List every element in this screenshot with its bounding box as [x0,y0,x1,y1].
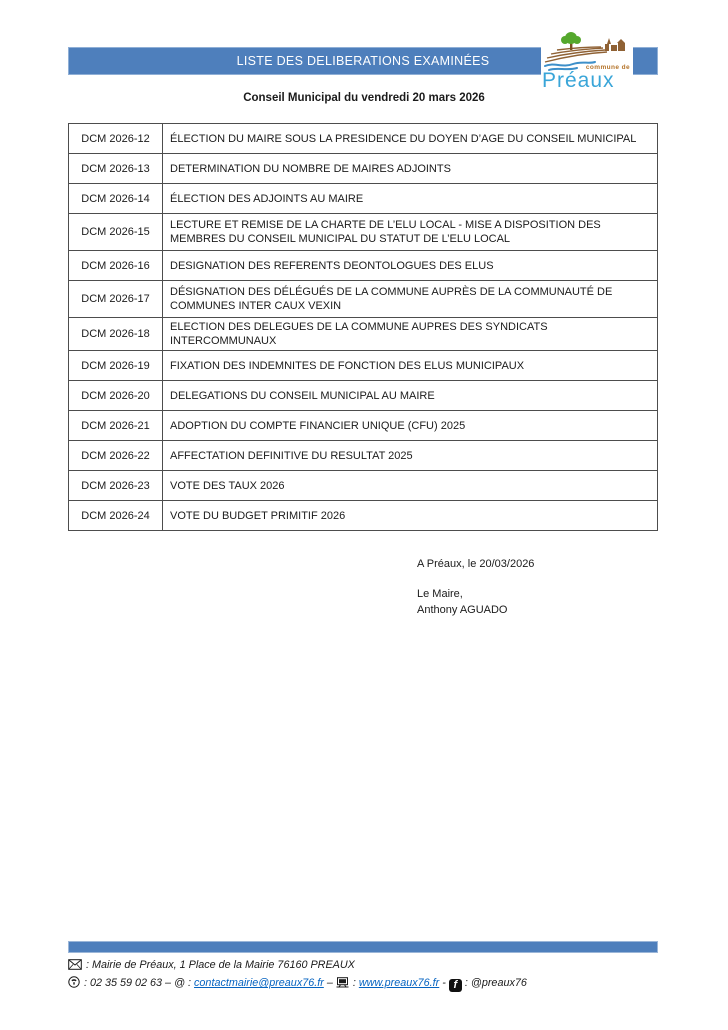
meeting-subtitle: Conseil Municipal du vendredi 20 mars 2026 [243,92,485,104]
deliberation-title: ÉLECTION DES ADJOINTS AU MAIRE [163,184,658,214]
logo-preaux-label: Préaux [542,69,615,92]
footer-address: : Mairie de Préaux, 1 Place de la Mairie 76160 PREAUX [86,959,355,971]
table-row [69,501,658,531]
deliberation-ref: DCM 2026-15 [69,214,163,251]
deliberation-ref: DCM 2026-23 [69,471,163,501]
phone-icon [68,976,80,988]
deliberation-ref: DCM 2026-12 [69,124,163,154]
footer-web-colon: : [352,977,356,989]
table-row [69,124,658,154]
table-row [69,318,658,351]
deliberation-title: AFFECTATION DEFINITIVE DU RESULTAT 2025 [163,441,658,471]
signature-name: Anthony AGUADO [417,604,508,616]
deliberation-title: LECTURE ET REMISE DE LA CHARTE DE L’ELU LOCAL - MISE A DISPOSITION DES MEMBRES DU CONSEIL MUNICIPAL DU STATUT DE L’ELU LOCAL [163,214,658,251]
footer-separator: – [165,977,172,989]
footer-separator: – [326,977,333,989]
deliberation-ref: DCM 2026-20 [69,381,163,411]
deliberation-title: VOTE DU BUDGET PRIMITIF 2026 [163,501,658,531]
envelope-icon [68,959,82,970]
deliberation-title: DÉSIGNATION DES DÉLÉGUÉS DE LA COMMUNE AUPRÈS DE LA COMMUNAUTÉ DE COMMUNES INTER CAUX VEXIN [163,281,658,318]
document-title: LISTE DES DELIBERATIONS EXAMINÉES [236,54,490,68]
deliberation-title: VOTE DES TAUX 2026 [163,471,658,501]
deliberation-ref: DCM 2026-16 [69,251,163,281]
table-row [69,441,658,471]
email-link[interactable]: contactmairie@preaux76.fr [194,977,324,989]
footer [68,956,688,992]
facebook-icon[interactable]: f [449,979,462,992]
website-link[interactable]: www.preaux76.fr [358,977,440,989]
deliberation-ref: DCM 2026-14 [69,184,163,214]
deliberation-ref: DCM 2026-17 [69,281,163,318]
footer-phone: : 02 35 59 02 63 [84,977,163,989]
footer-bar [68,941,658,953]
deliberation-ref: DCM 2026-21 [69,411,163,441]
table-row [69,281,658,318]
signature-role: Le Maire, [417,588,463,600]
deliberation-title: ADOPTION DU COMPTE FINANCIER UNIQUE (CFU) 2025 [163,411,658,441]
deliberation-title: DESIGNATION DES REFERENTS DEONTOLOGUES DES ELUS [163,251,658,281]
footer-contact-line [68,974,688,992]
commune-logo [541,31,633,93]
deliberations-table [68,123,658,531]
deliberation-title: ÉLECTION DU MAIRE SOUS LA PRESIDENCE DU DOYEN D’AGE DU CONSEIL MUNICIPAL [163,124,658,154]
footer-separator: - [442,977,446,989]
deliberation-title: ELECTION DES DELEGUES DE LA COMMUNE AUPRES DES SYNDICATS INTERCOMMUNAUX [163,318,658,351]
footer-facebook-handle: : @preaux76 [464,977,527,989]
deliberation-title: FIXATION DES INDEMNITES DE FONCTION DES ELUS MUNICIPAUX [163,351,658,381]
deliberation-ref: DCM 2026-19 [69,351,163,381]
table-row [69,471,658,501]
deliberation-title: DELEGATIONS DU CONSEIL MUNICIPAL AU MAIRE [163,381,658,411]
deliberation-ref: DCM 2026-22 [69,441,163,471]
table-row [69,251,658,281]
deliberation-ref: DCM 2026-24 [69,501,163,531]
table-row [69,381,658,411]
deliberation-title: DETERMINATION DU NOMBRE DE MAIRES ADJOINTS [163,154,658,184]
table-row [69,214,658,251]
table-row [69,154,658,184]
table-row [69,351,658,381]
signature-place-date: A Préaux, le 20/03/2026 [417,558,535,570]
footer-at-label: @ : [174,977,192,989]
deliberation-ref: DCM 2026-18 [69,318,163,351]
table-row [69,411,658,441]
deliberation-ref: DCM 2026-13 [69,154,163,184]
computer-icon [336,977,349,988]
signature-block [417,556,534,618]
table-row [69,184,658,214]
logo-commune-de-label: commune de [585,64,630,71]
footer-address-line [68,956,688,974]
